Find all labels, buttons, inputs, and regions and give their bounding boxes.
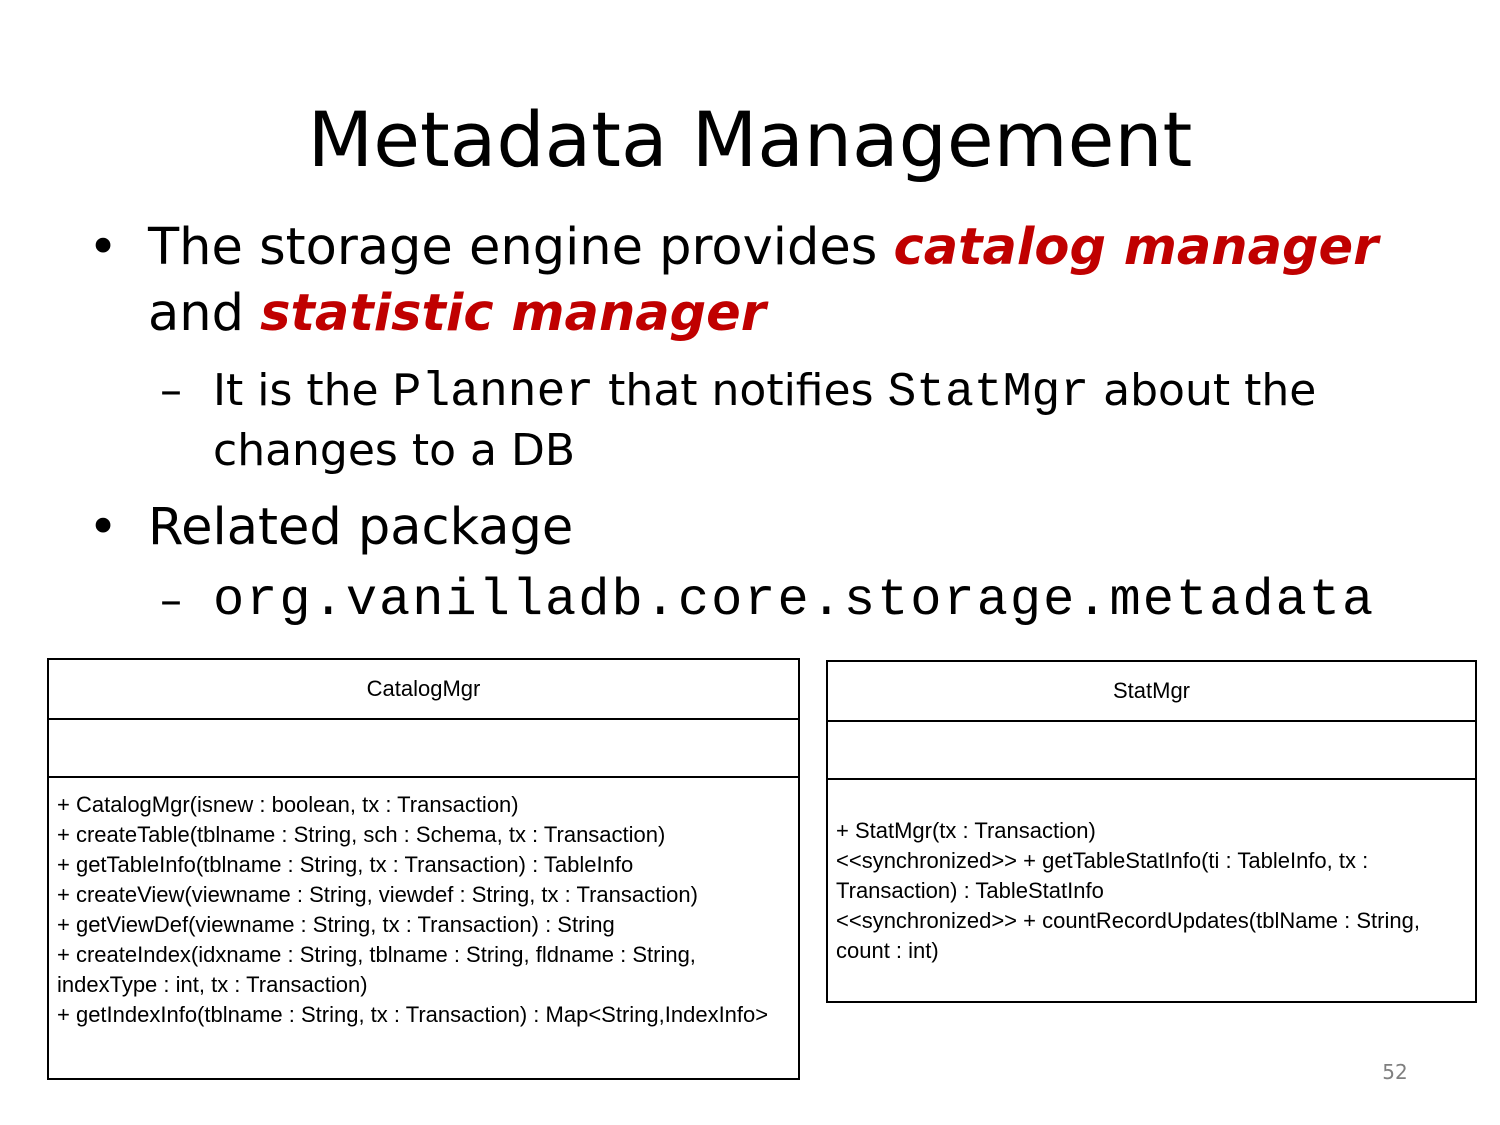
- uml-operation: <<synchronized>> + getTableStatInfo(ti : TableInfo, tx : Transaction) : TableStatInfo: [836, 848, 1369, 903]
- bullet-text: [148, 215, 1388, 347]
- uml-operations-compartment: [828, 780, 1475, 966]
- uml-operation: + getTableInfo(tblname : String, tx : Transaction) : TableInfo: [57, 852, 634, 877]
- package-name: org.vanilladb.core.storage.metadata: [213, 571, 1376, 630]
- bullet-marker: •: [88, 218, 119, 277]
- text-run: The storage engine provides: [148, 218, 894, 277]
- text-run: about the changes to a DB: [213, 365, 1317, 476]
- uml-operations-compartment: [49, 778, 798, 1030]
- uml-operation: + getViewDef(viewname : String, tx : Transaction) : String: [57, 912, 615, 937]
- page-number: 52: [1382, 1060, 1408, 1084]
- emphasis-catalog-manager: catalog manager: [893, 218, 1379, 277]
- code-statmgr: StatMgr: [887, 366, 1090, 420]
- uml-operation: + createView(viewname : String, viewdef : String, tx : Transaction): [57, 882, 698, 907]
- sub-bullet-marker: –: [160, 575, 182, 626]
- uml-operation: <<synchronized>> + countRecordUpdates(tblName : String, count : int): [836, 908, 1420, 963]
- uml-class-name: StatMgr: [828, 662, 1475, 722]
- text-run: that notifies: [594, 365, 888, 416]
- uml-operation: + createIndex(idxname : String, tblname : String, fldname : String, indexType : int, tx : Transaction): [57, 942, 696, 997]
- uml-operation: + getIndexInfo(tblname : String, tx : Transaction) : Map<String,IndexInfo>: [57, 1002, 769, 1027]
- sub-bullet-text: [213, 362, 1403, 480]
- slide-title: Metadata Management: [307, 95, 1193, 184]
- bullet-marker: •: [88, 498, 119, 557]
- uml-operation: + createTable(tblname : String, sch : Schema, tx : Transaction): [57, 822, 666, 847]
- code-planner: Planner: [392, 366, 595, 420]
- uml-operation: + StatMgr(tx : Transaction): [836, 818, 1096, 843]
- uml-attributes-compartment: [828, 722, 1475, 780]
- sub-bullet-marker: –: [160, 365, 182, 416]
- emphasis-statistic-manager: statistic manager: [260, 284, 766, 343]
- bullet-text: Related package: [148, 498, 574, 557]
- uml-class-name: CatalogMgr: [49, 660, 798, 720]
- uml-class-catalogmgr: [47, 658, 800, 1080]
- text-run: and: [148, 284, 261, 343]
- uml-attributes-compartment: [49, 720, 798, 778]
- uml-operation: + CatalogMgr(isnew : boolean, tx : Transaction): [57, 792, 519, 817]
- uml-class-statmgr: [826, 660, 1477, 1003]
- text-run: It is the: [213, 365, 393, 416]
